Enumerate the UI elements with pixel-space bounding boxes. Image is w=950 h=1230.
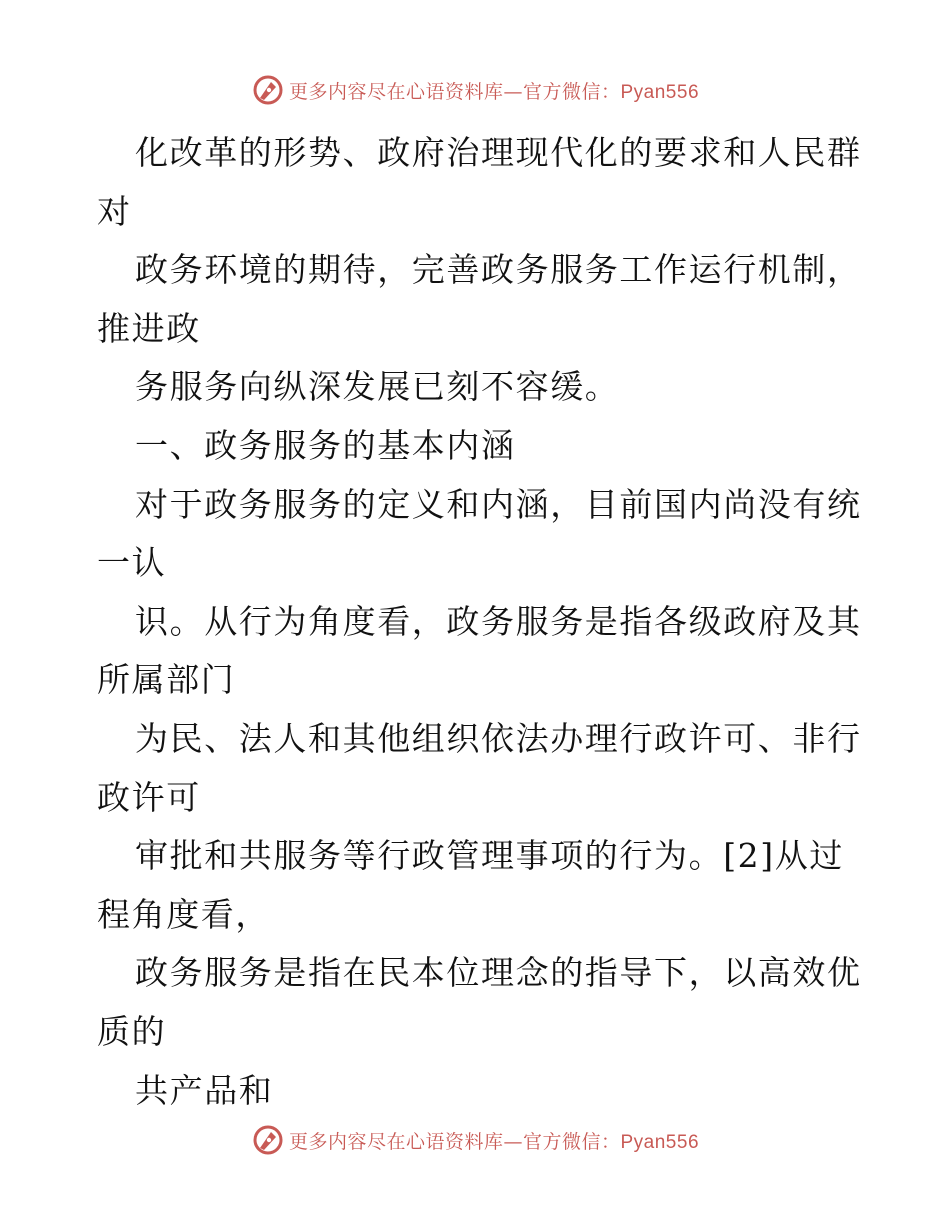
- pen-nib-logo-icon: [251, 73, 285, 107]
- text-line: 一认: [97, 543, 167, 583]
- pen-nib-logo-icon: [251, 1123, 285, 1157]
- watermark-wechat-id: Pyan556: [620, 1131, 700, 1153]
- text-line: 政务服务是指在民本位理念的指导下，以高效优: [135, 953, 862, 993]
- text-line: 审批和共服务等行政管理事项的行为。[2]从过: [135, 836, 844, 876]
- section-heading: 一、政务服务的基本内涵: [135, 425, 516, 465]
- watermark-wechat-id: Pyan556: [620, 81, 700, 103]
- footer-watermark: [0, 1120, 950, 1160]
- text-line: 质的: [97, 1011, 167, 1051]
- text-line: 对: [97, 191, 132, 231]
- text-line: 推进政: [97, 308, 201, 348]
- text-line: 对于政务服务的定义和内涵，目前国内尚没有统: [135, 484, 862, 524]
- text-line: 政务环境的期待，完善政务服务工作运行机制，: [135, 250, 862, 290]
- watermark-label: 更多内容尽在心语资料库—官方微信：: [288, 1130, 621, 1153]
- text-line: 共产品和: [135, 1070, 274, 1110]
- text-line: 政许可: [97, 777, 201, 817]
- header-watermark: [0, 70, 950, 110]
- text-line: 程角度看，: [97, 894, 270, 934]
- text-line: 所属部门: [97, 660, 236, 700]
- document-body: [97, 124, 862, 1120]
- watermark-text: [289, 1127, 699, 1154]
- text-line: 为民、法人和其他组织依法办理行政许可、非行: [135, 718, 862, 758]
- text-line: 务服务向纵深发展已刻不容缓。: [135, 367, 620, 407]
- watermark-label: 更多内容尽在心语资料库—官方微信：: [288, 80, 621, 103]
- text-line: 化改革的形势、政府治理现代化的要求和人民群: [135, 133, 862, 172]
- watermark-text: [289, 77, 699, 104]
- text-line: 识。从行为角度看，政务服务是指各级政府及其: [135, 601, 862, 641]
